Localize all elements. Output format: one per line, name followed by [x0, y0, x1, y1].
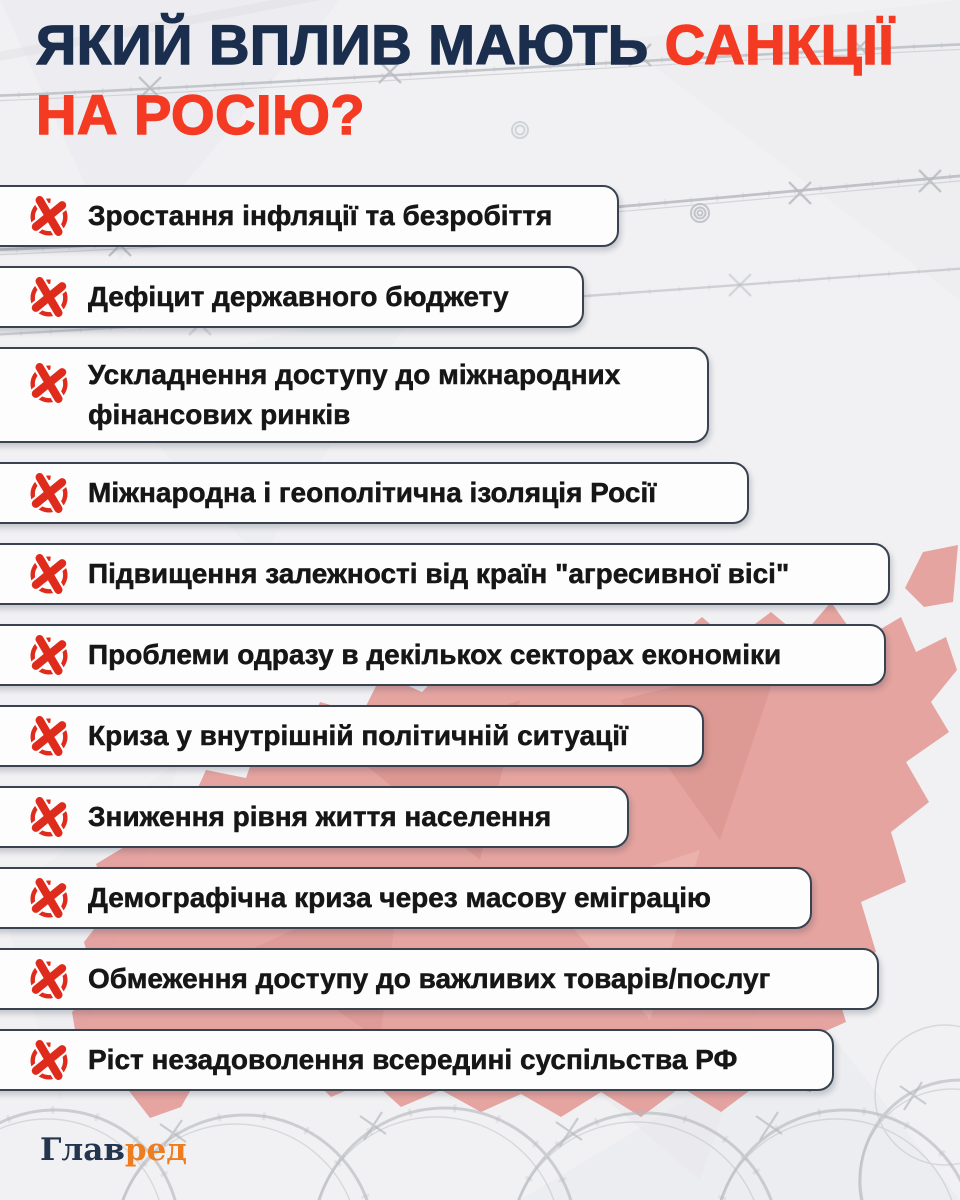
logo-part-dark: Глав	[40, 1132, 125, 1168]
sanctions-effects-list	[0, 185, 890, 1110]
list-item-label: Ускладнення доступу до міжнародних фінансових ринків	[88, 359, 621, 430]
list-item-label: Зростання інфляції та безробіття	[88, 200, 553, 231]
list-item	[0, 347, 709, 443]
list-item	[0, 948, 879, 1010]
title-dark-part: ЯКИЙ ВПЛИВ МАЮТЬ	[36, 13, 665, 76]
list-item	[0, 185, 619, 247]
crossed-out-circle-icon	[26, 274, 72, 320]
crossed-out-circle-icon	[26, 956, 72, 1002]
crossed-out-circle-icon	[26, 875, 72, 921]
list-item-label: Дефіцит державного бюджету	[88, 281, 509, 312]
logo-part-orange: ред	[124, 1132, 187, 1168]
list-item-label: Демографічна криза через масову еміграцію	[88, 882, 711, 913]
crossed-out-circle-icon	[26, 1037, 72, 1083]
list-item	[0, 786, 629, 848]
list-item-label: Підвищення залежності від країн "агресивної вісі"	[88, 558, 790, 589]
list-item	[0, 624, 886, 686]
list-item-label: Обмеження доступу до важливих товарів/послуг	[88, 963, 771, 994]
list-item	[0, 462, 749, 524]
crossed-out-circle-icon	[26, 794, 72, 840]
list-item	[0, 266, 584, 328]
list-item-label: Ріст незадоволення всередині суспільства РФ	[88, 1044, 738, 1075]
logo-glavred	[40, 1130, 187, 1170]
crossed-out-circle-icon	[26, 193, 72, 239]
title-accent-part: САНКЦІЇ	[664, 13, 895, 76]
crossed-out-circle-icon	[26, 360, 72, 406]
page-title	[36, 10, 894, 150]
list-item	[0, 543, 890, 605]
list-item-label: Криза у внутрішній політичній ситуації	[88, 720, 628, 751]
list-item-label: Міжнародна і геополітична ізоляція Росії	[88, 477, 657, 508]
list-item	[0, 705, 704, 767]
crossed-out-circle-icon	[26, 470, 72, 516]
crossed-out-circle-icon	[26, 713, 72, 759]
title-line2: НА РОСІЮ?	[36, 83, 366, 146]
crossed-out-circle-icon	[26, 632, 72, 678]
list-item-label: Зниження рівня життя населення	[88, 801, 552, 832]
crossed-out-circle-icon	[26, 551, 72, 597]
list-item	[0, 1029, 834, 1091]
list-item-label: Проблеми одразу в декількох секторах економіки	[88, 639, 782, 670]
list-item	[0, 867, 812, 929]
